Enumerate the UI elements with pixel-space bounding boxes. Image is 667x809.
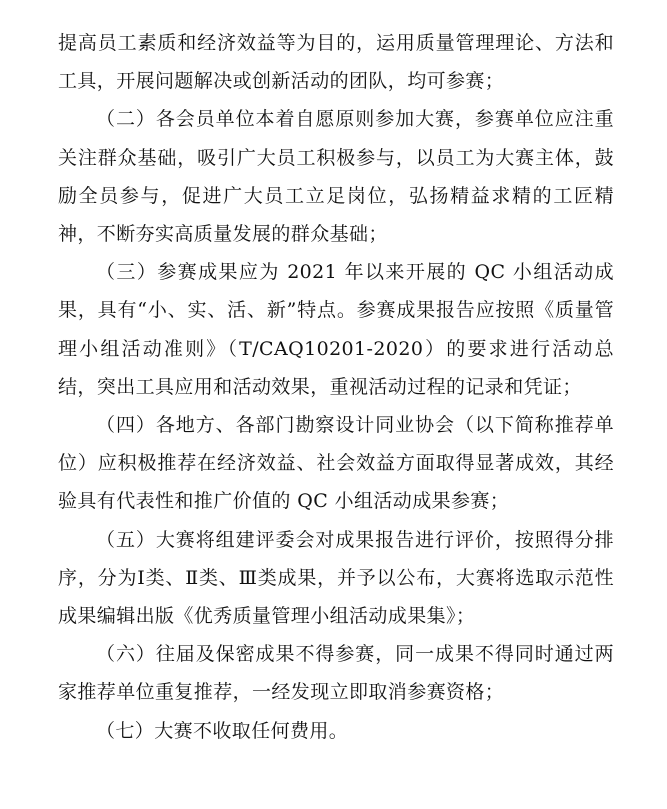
- paragraph-continuation: 提高员工素质和经济效益等为目的，运用质量管理理论、方法和工具，开展问题解决或创新活动的团队，均可参赛；: [58, 32, 614, 93]
- document-page: [58, 24, 614, 750]
- paragraph-item-3: （三）参赛成果应为 2021 年以来开展的 QC 小组活动成果，具有“小、实、活、新”特点。参赛成果报告应按照《质量管理小组活动准则》（T/CAQ10201-2020）的要求进行活动总结，突出工具应用和活动效果，重视活动过程的记录和凭证；: [58, 261, 614, 398]
- paragraph-item-7: （七）大赛不收取任何费用。: [96, 719, 349, 742]
- paragraph-item-5: （五）大赛将组建评委会对成果报告进行评价，按照得分排序，分为Ⅰ类、Ⅱ类、Ⅲ类成果，并予以公布，大赛将选取示范性成果编辑出版《优秀质量管理小组活动成果集》；: [58, 528, 614, 628]
- paragraph-item-6: （六）往届及保密成果不得参赛，同一成果不得同时通过两家推荐单位重复推荐，一经发现立即取消参赛资格；: [58, 643, 614, 704]
- paragraph-item-2: （二）各会员单位本着自愿原则参加大赛，参赛单位应注重关注群众基础，吸引广大员工积极参与，以员工为大赛主体，鼓励全员参与，促进广大员工立足岗位，弘扬精益求精的工匠精神，不断夯实高质量发展的群众基础；: [58, 108, 614, 246]
- paragraph-item-4: （四）各地方、各部门勘察设计同业协会（以下简称推荐单位）应积极推荐在经济效益、社会效益方面取得显著成效，其经验具有代表性和推广价值的 QC 小组活动成果参赛；: [58, 414, 614, 513]
